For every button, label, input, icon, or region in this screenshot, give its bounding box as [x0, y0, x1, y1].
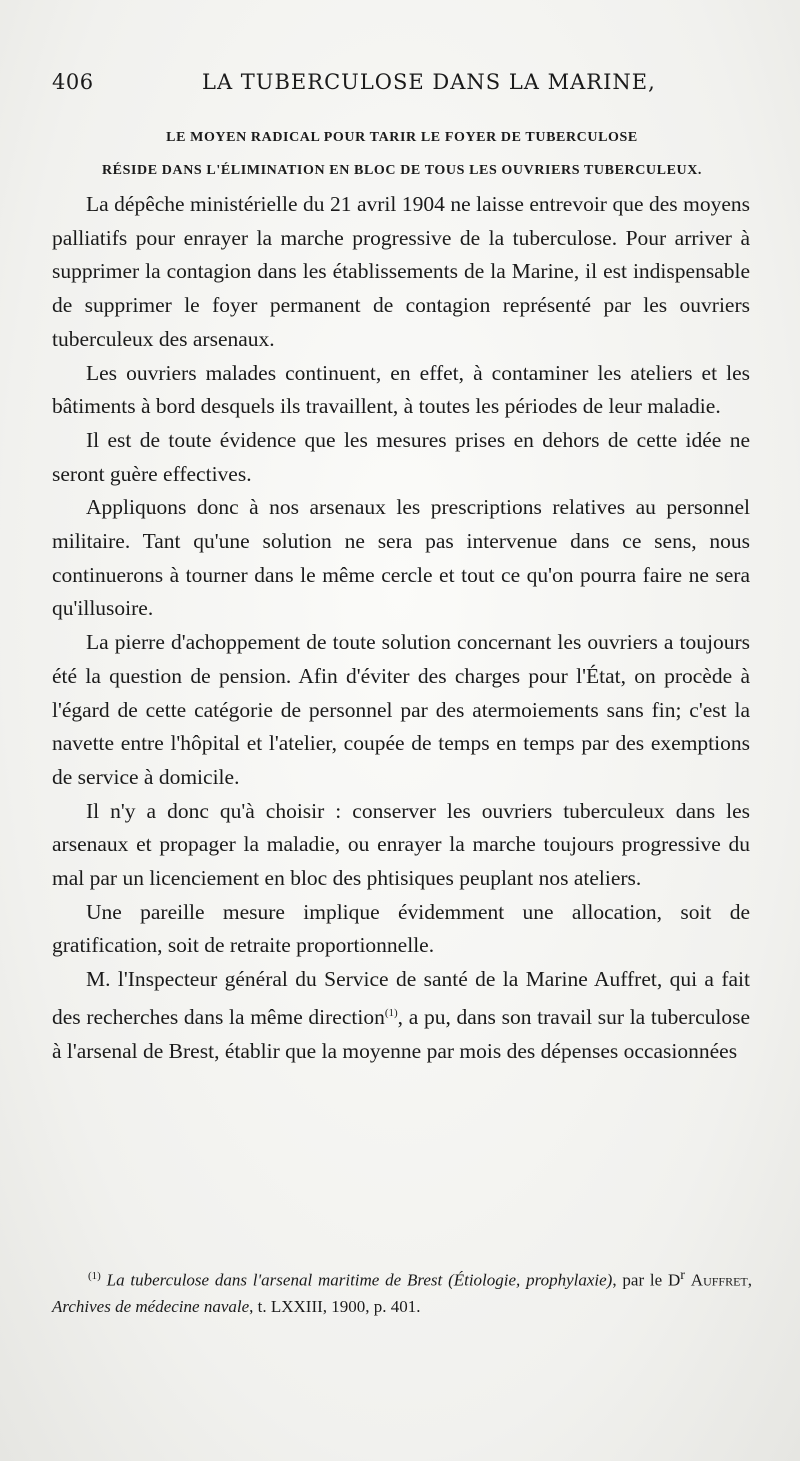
paragraph: Appliquons donc à nos arsenaux les prescriptions relatives au personnel militaire. Tant qu'une solution ne sera pas intervenue dans ce sens, nous continuerons à tourner dans le même cercle et tout ce qu'on pourra faire ne sera qu'illusoire. — [52, 495, 750, 621]
footnote-dr-superscript: r — [680, 1267, 685, 1283]
paragraph: Il est de toute évidence que les mesures prises en dehors de cette idée ne seront guère effectives. — [52, 427, 750, 486]
footnote-text: , par le D — [612, 1270, 681, 1290]
footnote — [52, 1262, 752, 1320]
footnote-author: Auffret — [690, 1270, 748, 1290]
paragraph: La pierre d'achoppement de toute solution concernant les ouvriers a toujours été la question de pension. Afin d'éviter des charges pour l'État, on procède à l'égard de cette catégorie de personnel par des atermoiements sans fin; c'est la navette entre l'hôpital et l'atelier, coupée de temps en temps par des exemptions de service à domicile. — [52, 630, 750, 789]
section-heading-line-2: RÉSIDE DANS L'ÉLIMINATION EN BLOC DE TOUS LES OUVRIERS TUBERCULEUX. — [101, 163, 703, 178]
section-heading-line-1: LE MOYEN RADICAL POUR TARIR LE FOYER DE TUBERCULOSE — [166, 130, 638, 145]
paragraph-with-note — [52, 963, 750, 1068]
paragraph: Il n'y a donc qu'à choisir : conserver les ouvriers tuberculeux dans les arsenaux et propager la maladie, ou enrayer la marche toujours progressive du mal par un licenciement en bloc des phtisiques peuplant nos ateliers. — [52, 798, 750, 891]
paragraph-text: M. l'Inspecteur général du Service de santé de la Marine Auffret, qui a fait des recherches dans la même direction — [52, 967, 750, 1030]
paragraph: Une pareille mesure implique évidemment une allocation, soit de gratification, soit de retraite proportionnelle. — [52, 899, 750, 958]
body-text — [52, 188, 750, 1068]
footnote-separator: , — [747, 1270, 753, 1290]
paragraph: La dépêche ministérielle du 21 avril 1904 ne laisse entrevoir que des moyens palliatifs pour enrayer la marche progressive de la tuberculose. Pour arriver à supprimer la contagion dans les établissements de la Marine, il est indispensable de supprimer le foyer permanent de contagion représenté par les ouvriers tuberculeux des arsenaux. — [52, 192, 750, 351]
running-title: LA TUBERCULOSE DANS LA MARINE, — [202, 70, 656, 94]
page-number: 406 — [52, 70, 94, 94]
footnote-journal: Archives de médecine navale — [52, 1296, 250, 1316]
footnote-title: La tuberculose dans l'arsenal maritime de Brest (Étiologie, prophylaxie) — [106, 1270, 613, 1290]
paragraph: Les ouvriers malades continuent, en effet, à contaminer les ateliers et les bâtiments à bord desquels ils travaillent, à toutes les périodes de leur maladie. — [52, 360, 750, 419]
paragraph-text: , a pu, dans son travail sur la tuberculose à l'arsenal de Brest, établir que la moyenne par mois des dépenses occasionnées — [52, 1005, 750, 1063]
footnote-reference-details: , t. LXXIII, 1900, p. 401. — [249, 1296, 421, 1316]
footnote-reference: (1) — [384, 1006, 398, 1019]
footnote-mark: (1) — [88, 1270, 101, 1282]
